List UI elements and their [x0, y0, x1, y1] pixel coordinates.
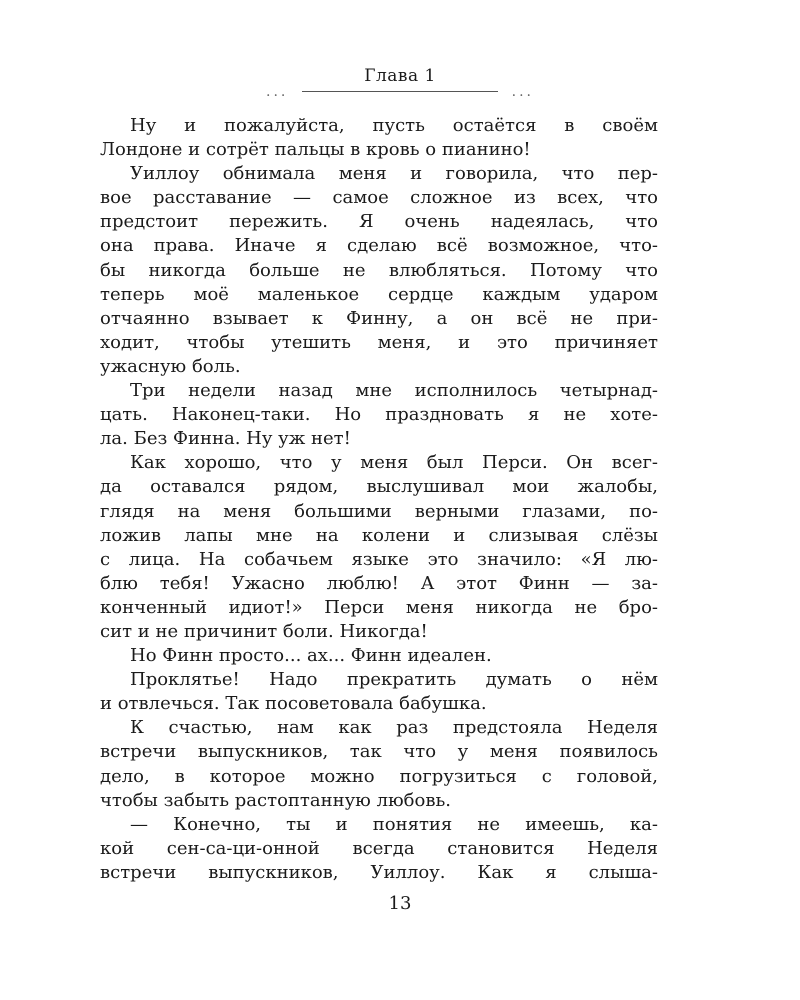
text-line: конченный идиот!» Перси меня никогда не бро-: [100, 596, 658, 618]
text-line: ла. Без Финна. Ну уж нет!: [100, 428, 351, 450]
text-line: отчаянно взывает к Финну, а он всё не при-: [100, 307, 658, 329]
text-line: Как хорошо, что у меня был Перси. Он всег-: [130, 452, 658, 474]
text-line: Но Финн просто... ах... Финн идеален.: [130, 645, 492, 667]
body-text: [100, 114, 658, 885]
text-line: Ну и пожалуйста, пусть остаётся в своём: [130, 115, 658, 136]
text-line: ложив лапы мне на колени и слизывая слёзы: [100, 524, 658, 546]
chapter-title: Глава 1: [364, 66, 436, 86]
text-line: Проклятье! Надо прекратить думать о нём: [130, 669, 658, 691]
text-line: чтобы забыть растоптанную любовь.: [100, 789, 451, 811]
text-line: Три недели назад мне исполнилось четырнад-: [130, 380, 658, 402]
text-line: ходит, чтобы утешить меня, и это причиняет: [100, 331, 658, 353]
text-line: ужасную боль.: [100, 355, 241, 377]
text-line: встречи выпускников, так что у меня появилось: [100, 741, 658, 763]
text-line: — Конечно, ты и понятия не имеешь, ка-: [130, 813, 658, 835]
text-line: и отвлечься. Так посоветовала бабушка.: [100, 693, 487, 715]
text-line: Уиллоу обнимала меня и говорила, что пер-: [130, 163, 658, 185]
text-line: бы никогда больше не влюбляться. Потому что: [100, 259, 658, 281]
text-line: блю тебя! Ужасно люблю! А этот Финн — за-: [100, 572, 658, 594]
text-line: кой сен-са-ци-онной всегда становится Неделя: [100, 837, 658, 859]
text-line: цать. Наконец-таки. Но праздновать я не хоте-: [100, 404, 658, 426]
text-line: К счастью, нам как раз предстояла Неделя: [130, 717, 658, 739]
text-line: она права. Иначе я сделаю всё возможное, что-: [100, 235, 658, 257]
header-ornament: [266, 84, 534, 100]
ornament-dots-left: ...: [266, 84, 289, 100]
ornament-dots-right: ...: [511, 84, 534, 100]
running-header: [0, 66, 800, 100]
text-line: да оставался рядом, выслушивал мои жалобы,: [100, 476, 658, 498]
text-line: встречи выпускников, Уиллоу. Как я слыша-: [100, 861, 658, 883]
text-line: предстоит пережить. Я очень надеялась, что: [100, 211, 658, 233]
text-line: Лондоне и сотрёт пальцы в кровь о пианино!: [100, 139, 531, 161]
text-line: дело, в которое можно погрузиться с головой,: [100, 765, 658, 787]
text-line: сит и не причинит боли. Никогда!: [100, 620, 428, 642]
text-line: глядя на меня большими верными глазами, по-: [100, 500, 658, 522]
text-line: теперь моё маленькое сердце каждым ударом: [100, 283, 658, 305]
page-number: 13: [388, 893, 412, 914]
ornament-rule: [302, 91, 498, 92]
text-line: вое расставание — самое сложное из всех, что: [100, 187, 658, 209]
text-line: с лица. На собачьем языке это значило: «Я лю-: [100, 548, 658, 570]
